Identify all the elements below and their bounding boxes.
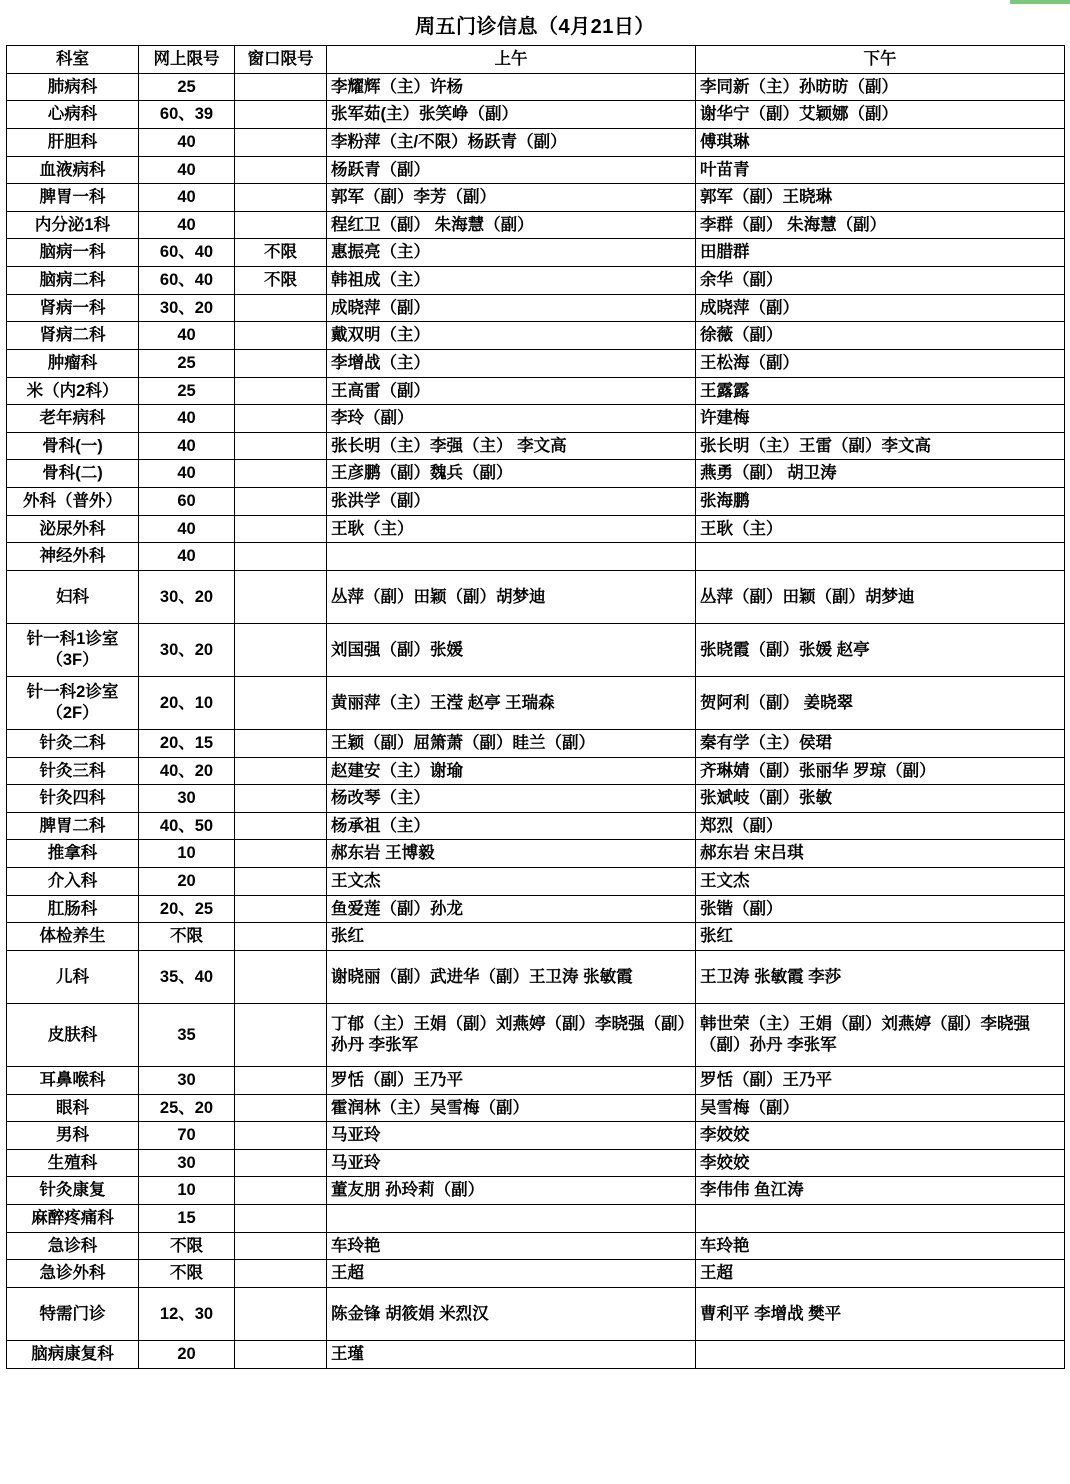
cell-online-limit: 20、15 [139,729,235,757]
cell-window-limit: 不限 [235,267,327,295]
cell-department: 肛肠科 [7,895,139,923]
table-row [7,239,1065,267]
cell-online-limit: 40 [139,405,235,433]
cell-online-limit: 40 [139,184,235,212]
cell-window-limit [235,349,327,377]
cell-afternoon-doctors: 丛萍（副）田颖（副）胡梦迪 [696,570,1065,623]
table-header [7,46,1065,74]
cell-window-limit [235,294,327,322]
cell-morning-doctors: 王彦鹏（副）魏兵（副） [327,460,696,488]
cell-morning-doctors [327,543,696,571]
cell-window-limit [235,729,327,757]
table-row [7,1149,1065,1177]
cell-morning-doctors: 李粉萍（主/不限）杨跃青（副） [327,128,696,156]
cell-afternoon-doctors: 郭军（副）王晓琳 [696,184,1065,212]
cell-online-limit: 40 [139,156,235,184]
cell-department: 推拿科 [7,840,139,868]
cell-department: 心病科 [7,101,139,129]
cell-online-limit: 30、20 [139,294,235,322]
cell-department: 米（内2科） [7,377,139,405]
cell-online-limit: 40、20 [139,757,235,785]
cell-department: 生殖科 [7,1149,139,1177]
cell-window-limit [235,757,327,785]
cell-department: 麻醉疼痛科 [7,1205,139,1233]
cell-morning-doctors: 王超 [327,1260,696,1288]
table-row [7,840,1065,868]
cell-window-limit [235,543,327,571]
cell-afternoon-doctors [696,543,1065,571]
cell-online-limit: 20 [139,1340,235,1368]
cell-window-limit [235,211,327,239]
cell-morning-doctors: 马亚玲 [327,1149,696,1177]
cell-department: 急诊外科 [7,1260,139,1288]
cell-morning-doctors: 郝东岩 王博毅 [327,840,696,868]
cell-window-limit [235,405,327,433]
cell-afternoon-doctors: 秦有学（主）侯珺 [696,729,1065,757]
cell-afternoon-doctors: 徐薇（副） [696,322,1065,350]
header-department: 科室 [7,46,139,74]
cell-department: 肺病科 [7,73,139,101]
cell-afternoon-doctors: 郑烈（副） [696,812,1065,840]
cell-online-limit: 30 [139,1066,235,1094]
cell-morning-doctors: 戴双明（主） [327,322,696,350]
cell-morning-doctors: 王耿（主） [327,515,696,543]
cell-morning-doctors: 王瑾 [327,1340,696,1368]
cell-afternoon-doctors: 齐琳婧（副）张丽华 罗琼（副） [696,757,1065,785]
cell-morning-doctors: 赵建安（主）谢瑜 [327,757,696,785]
header-row [7,46,1065,74]
cell-afternoon-doctors: 张长明（主）王雷（副）李文高 [696,432,1065,460]
cell-morning-doctors: 董友朋 孙玲莉（副） [327,1177,696,1205]
cell-online-limit: 35、40 [139,950,235,1003]
cell-afternoon-doctors: 许建梅 [696,405,1065,433]
cell-morning-doctors: 张长明（主）李强（主） 李文高 [327,432,696,460]
cell-online-limit: 40 [139,322,235,350]
cell-department: 脑病二科 [7,267,139,295]
cell-afternoon-doctors: 贺阿利（副） 姜晓翠 [696,676,1065,729]
cell-afternoon-doctors: 张海鹏 [696,488,1065,516]
table-row [7,1094,1065,1122]
cell-afternoon-doctors: 张锴（副） [696,895,1065,923]
header-window-limit: 窗口限号 [235,46,327,74]
cell-afternoon-doctors: 王耿（主） [696,515,1065,543]
cell-morning-doctors: 程红卫（副） 朱海慧（副） [327,211,696,239]
table-row [7,950,1065,1003]
cell-afternoon-doctors: 车玲艳 [696,1232,1065,1260]
cell-department: 肾病二科 [7,322,139,350]
cell-department: 肾病一科 [7,294,139,322]
cell-online-limit: 12、30 [139,1287,235,1340]
cell-department: 儿科 [7,950,139,1003]
cell-window-limit [235,1094,327,1122]
cell-afternoon-doctors: 王松海（副） [696,349,1065,377]
cell-morning-doctors: 王颖（副）屈箫萧（副）眭兰（副） [327,729,696,757]
cell-morning-doctors: 张军茹(主）张笑峥（副） [327,101,696,129]
cell-online-limit: 20 [139,868,235,896]
header-afternoon: 下午 [696,46,1065,74]
cell-online-limit: 10 [139,840,235,868]
table-row [7,570,1065,623]
cell-online-limit: 60、40 [139,239,235,267]
cell-department: 肿瘤科 [7,349,139,377]
table-row [7,488,1065,516]
table-row [7,101,1065,129]
cell-afternoon-doctors: 郝东岩 宋吕琪 [696,840,1065,868]
table-row [7,156,1065,184]
cell-window-limit [235,377,327,405]
cell-afternoon-doctors: 叶苗青 [696,156,1065,184]
cell-online-limit: 60、39 [139,101,235,129]
cell-window-limit [235,785,327,813]
cell-department: 眼科 [7,1094,139,1122]
cell-morning-doctors: 李耀辉（主）许杨 [327,73,696,101]
table-row [7,377,1065,405]
cell-online-limit: 25、20 [139,1094,235,1122]
cell-morning-doctors: 郭军（副）李芳（副） [327,184,696,212]
cell-window-limit [235,1177,327,1205]
cell-online-limit: 30 [139,1149,235,1177]
table-row [7,868,1065,896]
cell-online-limit: 不限 [139,1260,235,1288]
cell-online-limit: 25 [139,73,235,101]
cell-online-limit: 20、10 [139,676,235,729]
cell-afternoon-doctors: 王文杰 [696,868,1065,896]
cell-online-limit: 40 [139,432,235,460]
cell-afternoon-doctors: 罗恬（副）王乃平 [696,1066,1065,1094]
cell-afternoon-doctors: 谢华宁（副）艾颖娜（副） [696,101,1065,129]
cell-window-limit [235,1003,327,1066]
cell-department: 针灸三科 [7,757,139,785]
cell-online-limit: 25 [139,349,235,377]
cell-afternoon-doctors: 吴雪梅（副） [696,1094,1065,1122]
cell-window-limit [235,128,327,156]
cell-afternoon-doctors: 张红 [696,923,1065,951]
cell-afternoon-doctors: 王超 [696,1260,1065,1288]
table-row [7,349,1065,377]
cell-afternoon-doctors: 田腊群 [696,239,1065,267]
cell-online-limit: 60、40 [139,267,235,295]
table-body [7,73,1065,1368]
cell-morning-doctors: 黄丽萍（主）王滢 赵亭 王瑞森 [327,676,696,729]
cell-window-limit [235,1149,327,1177]
cell-department: 内分泌1科 [7,211,139,239]
table-row [7,1177,1065,1205]
table-row [7,623,1065,676]
table-row [7,128,1065,156]
table-row [7,405,1065,433]
cell-window-limit [235,1260,327,1288]
cell-department: 介入科 [7,868,139,896]
cell-window-limit [235,1287,327,1340]
table-row [7,322,1065,350]
cell-window-limit [235,1205,327,1233]
cell-department: 皮肤科 [7,1003,139,1066]
cell-window-limit [235,184,327,212]
cell-morning-doctors: 鱼爱莲（副）孙龙 [327,895,696,923]
cell-department: 急诊科 [7,1232,139,1260]
cell-department: 骨科(二) [7,460,139,488]
cell-department: 针一科1诊室（3F） [7,623,139,676]
cell-department: 脑病一科 [7,239,139,267]
table-row [7,812,1065,840]
cell-morning-doctors: 丁郁（主）王娟（副）刘燕婷（副）李晓强（副）孙丹 李张军 [327,1003,696,1066]
table-row [7,1205,1065,1233]
cell-window-limit [235,322,327,350]
cell-afternoon-doctors [696,1205,1065,1233]
table-row [7,73,1065,101]
cell-afternoon-doctors: 曹利平 李增战 樊平 [696,1287,1065,1340]
table-row [7,1232,1065,1260]
table-row [7,923,1065,951]
cell-window-limit [235,1340,327,1368]
cell-afternoon-doctors: 韩世荣（主）王娟（副）刘燕婷（副）李晓强（副）孙丹 李张军 [696,1003,1065,1066]
cell-online-limit: 40 [139,543,235,571]
cell-department: 外科（普外） [7,488,139,516]
cell-online-limit: 35 [139,1003,235,1066]
cell-window-limit [235,623,327,676]
cell-department: 骨科(一) [7,432,139,460]
cell-window-limit [235,1122,327,1150]
cell-department: 妇科 [7,570,139,623]
cell-online-limit: 10 [139,1177,235,1205]
cell-online-limit: 40 [139,128,235,156]
cell-department: 特需门诊 [7,1287,139,1340]
cell-morning-doctors: 车玲艳 [327,1232,696,1260]
table-row [7,543,1065,571]
table-row [7,1287,1065,1340]
cell-online-limit: 不限 [139,1232,235,1260]
cell-online-limit: 30 [139,785,235,813]
cell-morning-doctors: 霍润林（主）吴雪梅（副） [327,1094,696,1122]
cell-department: 脾胃二科 [7,812,139,840]
cell-morning-doctors: 杨改琴（主） [327,785,696,813]
cell-online-limit: 30、20 [139,570,235,623]
cell-afternoon-doctors [696,1340,1065,1368]
table-row [7,729,1065,757]
cell-window-limit [235,840,327,868]
cell-afternoon-doctors: 李伟伟 鱼江涛 [696,1177,1065,1205]
cell-department: 男科 [7,1122,139,1150]
cell-morning-doctors: 杨跃青（副） [327,156,696,184]
cell-afternoon-doctors: 张晓霞（副）张媛 赵亭 [696,623,1065,676]
cell-afternoon-doctors: 王卫涛 张敏霞 李莎 [696,950,1065,1003]
cell-morning-doctors: 惠振亮（主） [327,239,696,267]
cell-department: 针灸康复 [7,1177,139,1205]
cell-window-limit [235,1232,327,1260]
cell-morning-doctors: 李增战（主） [327,349,696,377]
cell-morning-doctors: 李玲（副） [327,405,696,433]
cell-window-limit [235,156,327,184]
table-row [7,1260,1065,1288]
cell-window-limit [235,515,327,543]
table-row [7,1066,1065,1094]
cell-morning-doctors: 韩祖成（主） [327,267,696,295]
cell-window-limit: 不限 [235,239,327,267]
cell-afternoon-doctors: 成晓萍（副） [696,294,1065,322]
cell-window-limit [235,488,327,516]
cell-afternoon-doctors: 燕勇（副） 胡卫涛 [696,460,1065,488]
table-row [7,515,1065,543]
cell-window-limit [235,73,327,101]
cell-window-limit [235,923,327,951]
cell-department: 针一科2诊室（2F） [7,676,139,729]
table-row [7,1003,1065,1066]
header-morning: 上午 [327,46,696,74]
cell-window-limit [235,895,327,923]
cell-department: 针灸四科 [7,785,139,813]
table-row [7,676,1065,729]
cell-morning-doctors: 张红 [327,923,696,951]
cell-department: 血液病科 [7,156,139,184]
page-title: 周五门诊信息（4月21日） [415,16,655,38]
table-row [7,294,1065,322]
table-row [7,757,1065,785]
cell-window-limit [235,1066,327,1094]
table-row [7,785,1065,813]
cell-morning-doctors: 刘国强（副）张媛 [327,623,696,676]
cell-online-limit: 30、20 [139,623,235,676]
cell-window-limit [235,570,327,623]
cell-morning-doctors: 王高雷（副） [327,377,696,405]
table-row [7,432,1065,460]
cell-online-limit: 40、50 [139,812,235,840]
cell-morning-doctors: 张洪学（副） [327,488,696,516]
cell-window-limit [235,432,327,460]
cell-online-limit: 70 [139,1122,235,1150]
table-row [7,460,1065,488]
cell-department: 耳鼻喉科 [7,1066,139,1094]
cell-online-limit: 40 [139,460,235,488]
table-row [7,1340,1065,1368]
cell-department: 神经外科 [7,543,139,571]
cell-online-limit: 40 [139,515,235,543]
cell-department: 体检养生 [7,923,139,951]
cell-online-limit: 40 [139,211,235,239]
cell-morning-doctors: 马亚玲 [327,1122,696,1150]
table-row [7,211,1065,239]
cell-window-limit [235,101,327,129]
cell-online-limit: 20、25 [139,895,235,923]
header-online-limit: 网上限号 [139,46,235,74]
cell-morning-doctors: 谢晓丽（副）武进华（副）王卫涛 张敏霞 [327,950,696,1003]
table-row [7,184,1065,212]
cell-afternoon-doctors: 王露露 [696,377,1065,405]
cell-afternoon-doctors: 李同新（主）孙昉昉（副） [696,73,1065,101]
cell-window-limit [235,812,327,840]
cell-online-limit: 不限 [139,923,235,951]
cell-department: 泌尿外科 [7,515,139,543]
cell-department: 脑病康复科 [7,1340,139,1368]
cell-afternoon-doctors: 李姣姣 [696,1149,1065,1177]
cell-online-limit: 25 [139,377,235,405]
cell-morning-doctors: 丛萍（副）田颖（副）胡梦迪 [327,570,696,623]
cell-window-limit [235,676,327,729]
cell-department: 脾胃一科 [7,184,139,212]
cell-afternoon-doctors: 余华（副） [696,267,1065,295]
cell-afternoon-doctors: 傅琪琳 [696,128,1065,156]
cell-online-limit: 60 [139,488,235,516]
cell-morning-doctors: 罗恬（副）王乃平 [327,1066,696,1094]
cell-morning-doctors: 杨承祖（主） [327,812,696,840]
cell-window-limit [235,460,327,488]
cell-morning-doctors [327,1205,696,1233]
table-row [7,267,1065,295]
schedule-table [6,45,1065,1369]
cell-morning-doctors: 成晓萍（副） [327,294,696,322]
green-marker [1010,0,1070,4]
table-row [7,1122,1065,1150]
table-row [7,895,1065,923]
cell-afternoon-doctors: 李姣姣 [696,1122,1065,1150]
cell-online-limit: 15 [139,1205,235,1233]
cell-department: 老年病科 [7,405,139,433]
cell-department: 肝胆科 [7,128,139,156]
cell-department: 针灸二科 [7,729,139,757]
cell-morning-doctors: 王文杰 [327,868,696,896]
cell-afternoon-doctors: 张斌岐（副）张敏 [696,785,1065,813]
cell-morning-doctors: 陈金锋 胡筱娟 米烈汉 [327,1287,696,1340]
cell-window-limit [235,950,327,1003]
cell-afternoon-doctors: 李群（副） 朱海慧（副） [696,211,1065,239]
cell-window-limit [235,868,327,896]
